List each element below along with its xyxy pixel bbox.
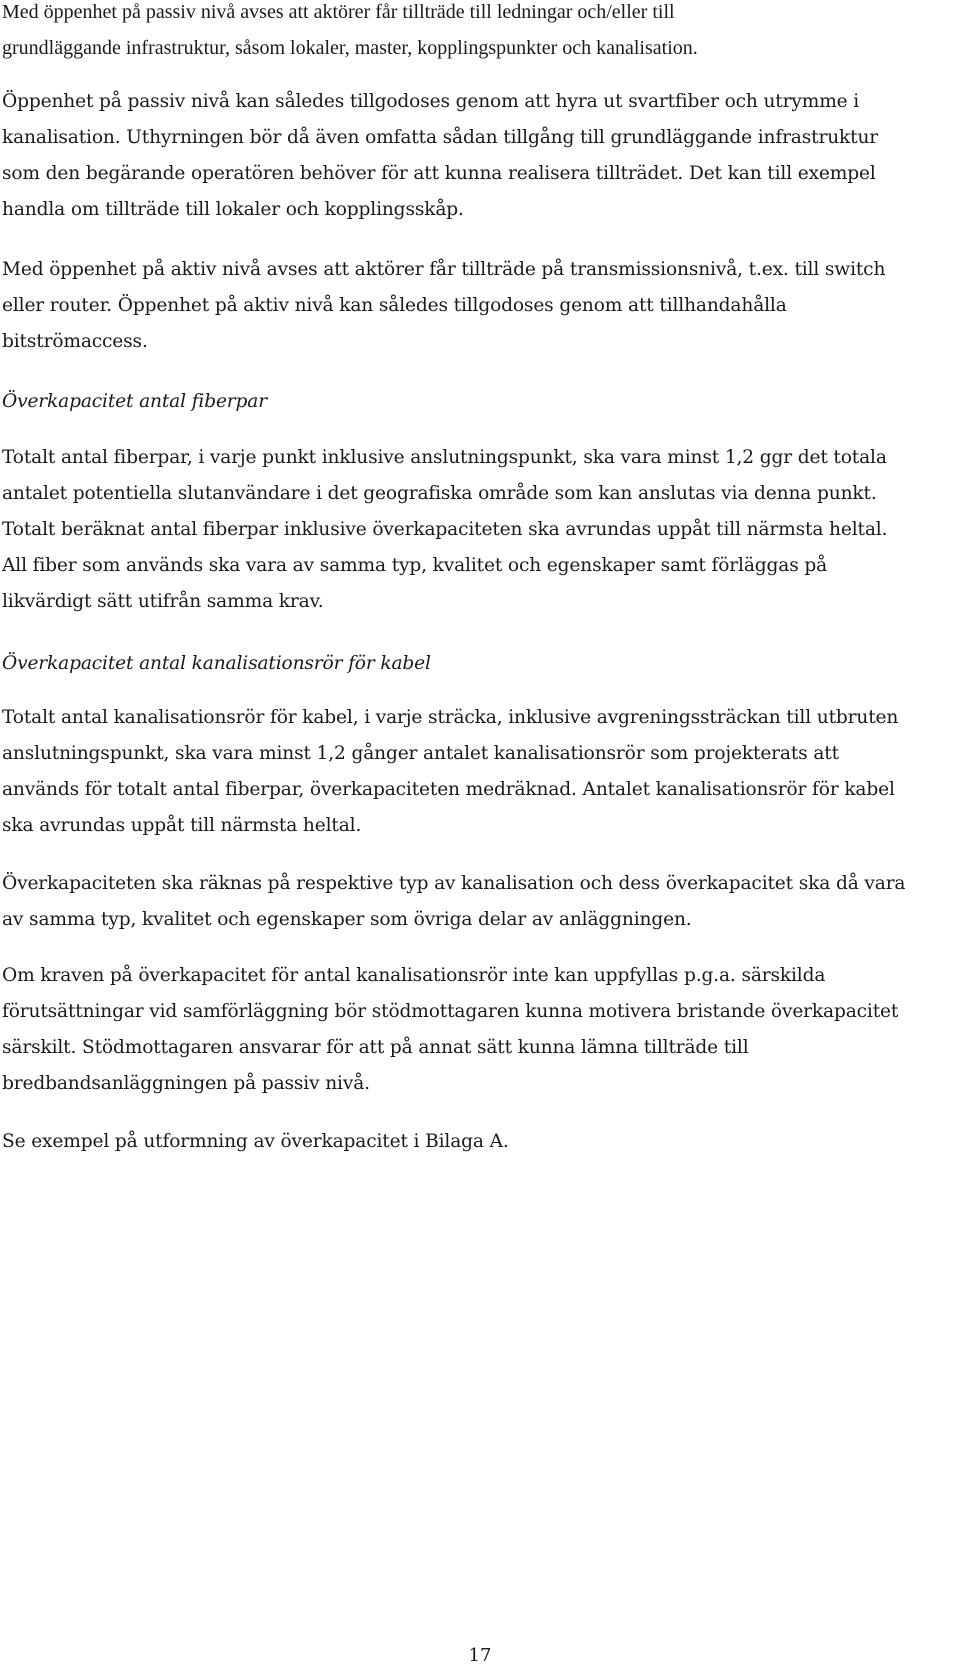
text-line: anslutningspunkt, ska vara minst 1,2 gånger antalet kanalisationsrör som projekterats att xyxy=(2,743,839,764)
text-line: All fiber som används ska vara av samma typ, kvalitet och egenskaper samt förläggas på xyxy=(2,555,828,576)
paragraph-passive-access xyxy=(2,84,878,228)
paragraph-appendix-reference xyxy=(2,1124,509,1160)
paragraph-passive-definition xyxy=(2,0,698,66)
text-line: av samma typ, kvalitet och egenskaper som övriga delar av anläggningen. xyxy=(2,909,692,930)
text-line: kanalisation. Uthyrningen bör då även omfatta sådan tillgång till grundläggande infrastruktur xyxy=(2,127,879,148)
text-line: Totalt beräknat antal fiberpar inklusive överkapaciteten ska avrundas uppåt till närmsta heltal. xyxy=(2,519,888,540)
paragraph-conduits xyxy=(2,700,898,844)
text-line: Överkapaciteten ska räknas på respektive typ av kanalisation och dess överkapacitet ska då vara xyxy=(2,873,906,894)
section-heading-fiber-pairs: Överkapacitet antal fiberpar xyxy=(2,391,267,412)
text-line: ska avrundas uppåt till närmsta heltal. xyxy=(2,815,362,836)
text-line: bredbandsanläggningen på passiv nivå. xyxy=(2,1073,370,1094)
paragraph-requirements-exception xyxy=(2,958,898,1102)
paragraph-fiber-pairs xyxy=(2,440,887,620)
paragraph-active-access xyxy=(2,252,885,360)
text-line: särskilt. Stödmottagaren ansvarar för att på annat sätt kunna lämna tillträde till xyxy=(2,1037,749,1058)
text-line: Med öppenhet på passiv nivå avses att aktörer får tillträde till ledningar och/eller till xyxy=(2,1,675,23)
text-line: bitströmaccess. xyxy=(2,331,148,352)
text-line: Se exempel på utformning av överkapacitet i Bilaga A. xyxy=(2,1131,509,1152)
text-line: Totalt antal kanalisationsrör för kabel, i varje sträcka, inklusive avgreningssträckan till utbruten xyxy=(2,707,899,728)
text-line: antalet potentiella slutanvändare i det geografiska område som kan anslutas via denna punkt. xyxy=(2,483,877,504)
text-line: används för totalt antal fiberpar, överkapaciteten medräknad. Antalet kanalisationsrör för kabel xyxy=(2,779,895,800)
text-line: eller router. Öppenhet på aktiv nivå kan således tillgodoses genom att tillhandahålla xyxy=(2,295,787,316)
text-line: likvärdigt sätt utifrån samma krav. xyxy=(2,591,324,612)
text-line: Med öppenhet på aktiv nivå avses att aktörer får tillträde på transmissionsnivå, t.ex. till switch xyxy=(2,259,886,280)
page-number: 17 xyxy=(468,1645,492,1666)
text-line: Om kraven på överkapacitet för antal kanalisationsrör inte kan uppfyllas p.g.a. särskilda xyxy=(2,965,826,986)
paragraph-overcapacity-type xyxy=(2,866,905,938)
text-line: förutsättningar vid samförläggning bör stödmottagaren kunna motivera bristande överkapacitet xyxy=(2,1001,899,1022)
section-heading-conduits: Överkapacitet antal kanalisationsrör för kabel xyxy=(2,653,431,674)
text-line: Totalt antal fiberpar, i varje punkt inklusive anslutningspunkt, ska vara minst 1,2 ggr det totala xyxy=(2,447,887,468)
text-line: Öppenhet på passiv nivå kan således tillgodoses genom att hyra ut svartfiber och utrymme i xyxy=(2,91,860,112)
text-line: som den begärande operatören behöver för att kunna realisera tillträdet. Det kan till exempel xyxy=(2,163,876,184)
text-line: grundläggande infrastruktur, såsom lokaler, master, kopplingspunkter och kanalisation. xyxy=(2,37,698,59)
text-line: handla om tillträde till lokaler och kopplingsskåp. xyxy=(2,199,464,220)
